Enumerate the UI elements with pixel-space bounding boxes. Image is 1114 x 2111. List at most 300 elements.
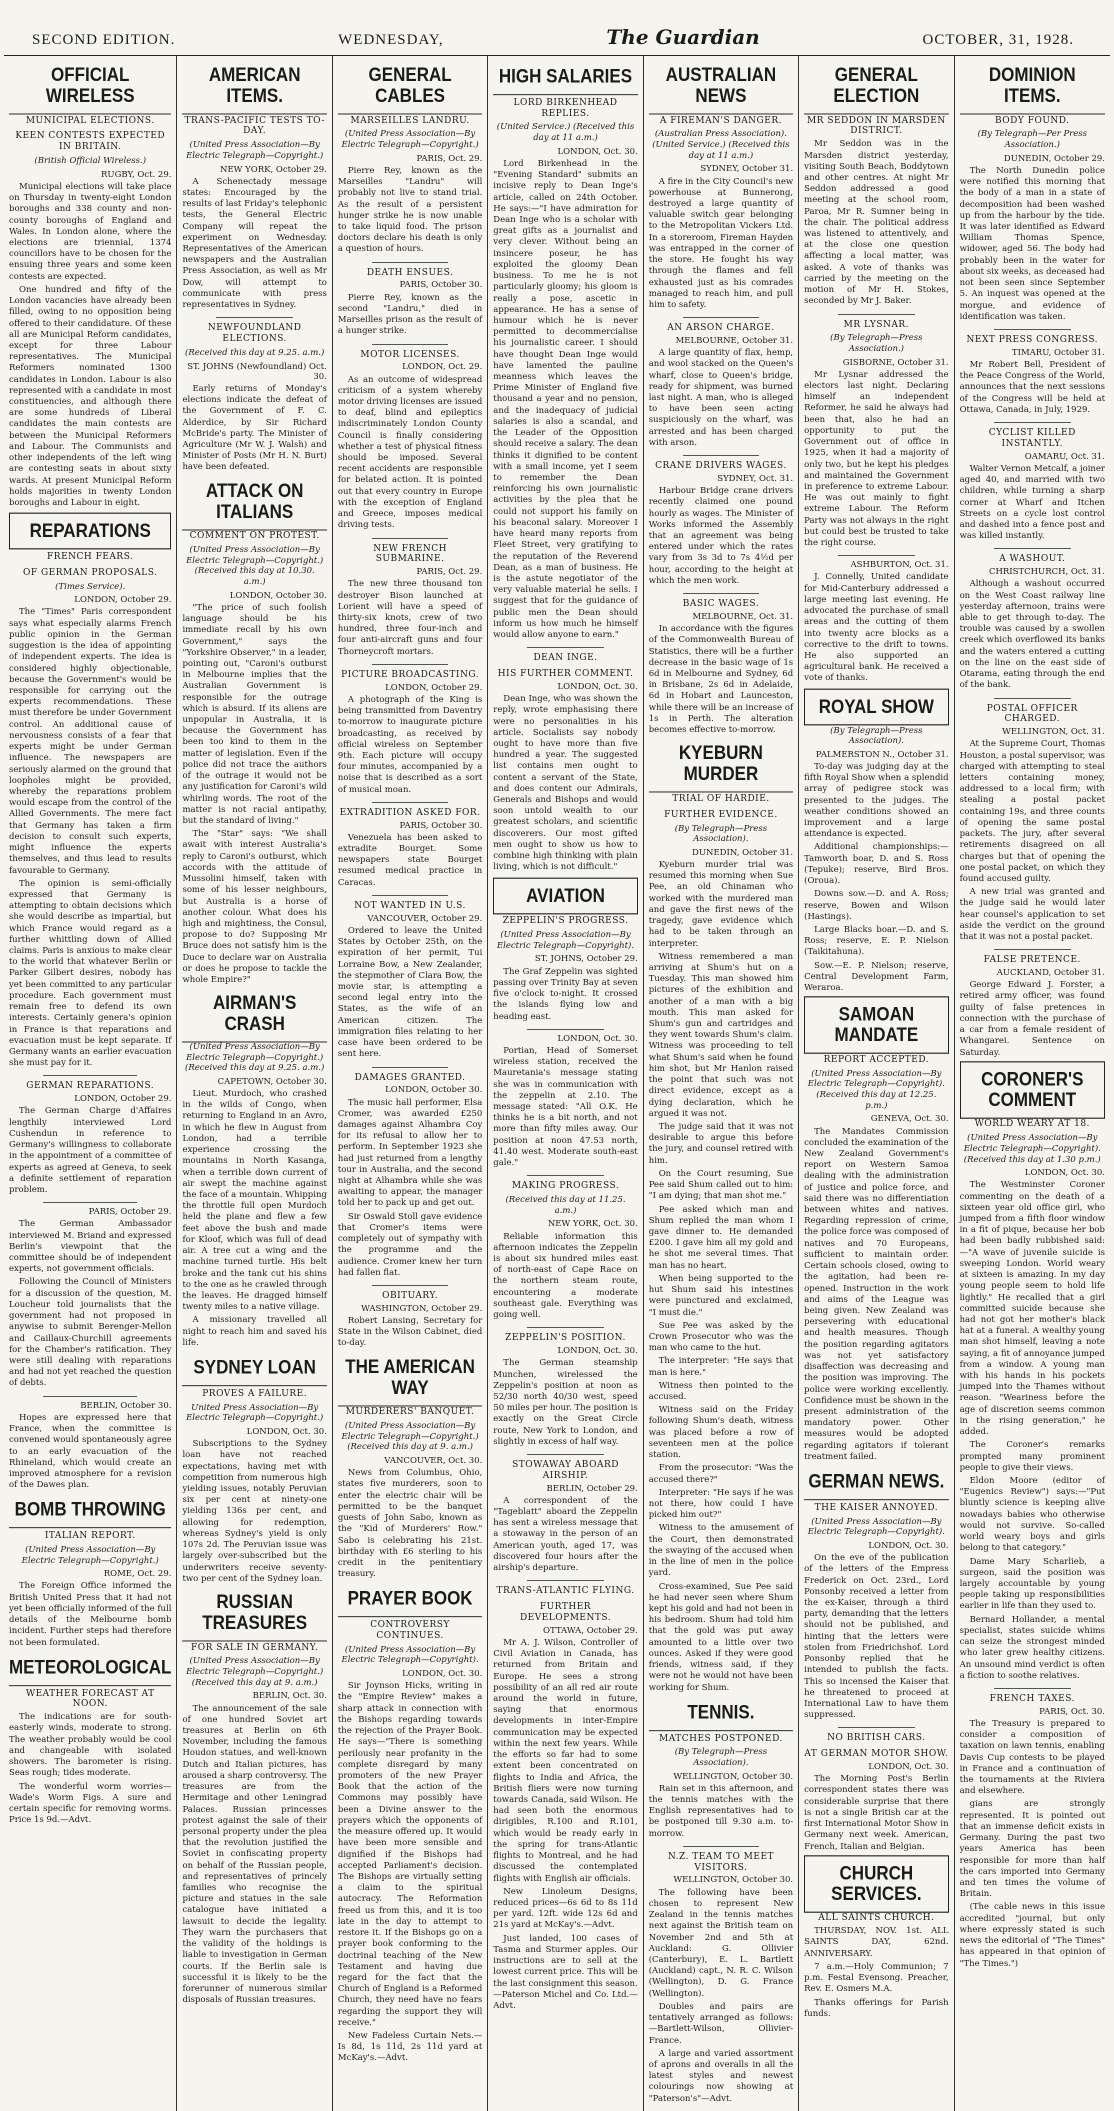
article	[804, 1727, 948, 1852]
article	[804, 314, 948, 550]
article-paragraph: The "Times" Paris correspondent says what especially alarms French public opinion in the German suggestion is the idea of appointing of independent experts. The idea is considered highly objectionable, because the Government's would be responsible for carrying out the experts recommendations. These must therefore be under Government control. An additional cause of nervousness consists of a fear that experts might be under German influence. The newspapers are seriously alarmed on the ground that loopholes might be provided, whereby the reparations problem would escape from the control of the Allied Governments. The mere fact that Germany has taken a firm decision to consult such experts, might influence the experts themselves, and thus lead to results favourable to Germany.	[9, 607, 172, 876]
article-source: (Times Service).	[55, 581, 126, 592]
article-subhead: STOWAWAY ABOARD AIRSHIP.	[512, 1460, 619, 1481]
article-subhead: BODY FOUND.	[995, 115, 1070, 126]
article	[182, 1591, 326, 2006]
article-source: (United Press Association—By Electric Telegraph—Copyright.)	[186, 140, 324, 161]
separator-rule	[372, 664, 448, 665]
article-paragraph: To-day was judging day at the fifth Royal Show when a splendid array of pedigree stock was presented to the judges. The weather conditions showed an improvement and a large attendance is expected.	[804, 761, 949, 840]
article-dateline: OTTAWA, October 29.	[543, 1625, 638, 1636]
article-headline: GERMAN NEWS.	[804, 1467, 948, 1500]
article	[338, 1285, 482, 1350]
article-paragraph: The Westminster Coroner commenting on the death of a sixteen year old office girl, who jumped from a fifth floor window in a fit of pique, because her bob had been badly rubbished said:—"A wave of juvenile suicide is sweeping London. World weary at sixteen is amazing. In my day young people seem to hold life lightly." He recalled that a girl committed suicide because she had not got her mother's black hat at a funeral. A wealthy young man shot himself, leaving a note saying, a fit of annoyance jumped from a window. A young man with his hands in his pockets jumped into the Thames without reason. "Weariness before the age of discretion seems common in the rising generation," he added.	[959, 1180, 1105, 1438]
article-paragraph: Municipal elections will take place on Thursday in twenty-eight London boroughs and 338 county and non-county boroughs of England and Wales. In London alone, where the elections are triennial, 1374 councillors have to be chosen for the ensuing three years and some keen contests are expected.	[9, 181, 172, 282]
article-paragraph: A missionary travelled all night to reach him and saved his life.	[182, 1315, 327, 1348]
article-source: (Australian Press Association). (United Service.) (Received this day at 11 a.m.)	[652, 129, 790, 161]
separator-rule	[838, 555, 914, 556]
article-paragraph: Sir Oswald Stoll gave evidence that Cromer's items were completely out of sympathy with the programme and the audience. Cromer knew her turn had fallen flat.	[337, 1211, 483, 1278]
article-dateline: PARIS, October 30.	[399, 820, 483, 831]
separator-rule	[372, 895, 448, 896]
separator-rule	[683, 593, 759, 594]
article	[338, 538, 482, 658]
article-dateline: BERLIN, October 29.	[546, 1483, 638, 1494]
article-subhead: N.Z. TEAM TO MEET VISITORS.	[667, 1851, 775, 1873]
article-headline: REPARATIONS	[9, 513, 171, 550]
article-dateline: NEW YORK, October 29.	[220, 164, 327, 175]
article-dateline: PARIS, Oct. 30.	[1039, 1706, 1105, 1717]
article-paragraph: Following the Council of Ministers for a discussion of the question, M. Loucheur told journalists that the government had not proposed in anywise to submit Berenger-Mellon and Caillaux-Churchill agreements for the Chamber's ratification. They were still dealing with reparations and had not yet reached the question of debts.	[9, 1277, 172, 1389]
article-dateline: ST. JOHNS, October 29.	[534, 954, 638, 965]
article	[182, 317, 326, 473]
article-dateline: LONDON, Oct. 30.	[868, 1540, 949, 1551]
article-dateline: LONDON, Oct. 30.	[1024, 1168, 1105, 1179]
article-paragraph: Witness then pointed to the accused.	[648, 1380, 794, 1403]
article-headline: CORONER'S COMMENT	[960, 1061, 1105, 1118]
article-subhead: A WASHOUT.	[999, 554, 1066, 565]
article-subhead: NEW FRENCH SUBMARINE.	[373, 543, 447, 565]
article-subhead: NEXT PRESS CONGRESS.	[966, 334, 1099, 345]
column-5	[644, 56, 799, 2111]
article-paragraph: (The cable news in this issue accredited "journal, but only where expressly stated is such news the editorial of "The Times" has appeared in that opinion of "The Times.")	[959, 1902, 1105, 1969]
article-paragraph: Lieut. Murdoch, who crashed in the wilds of Congo, when returning to England in an Avro, in which he flew in August from London, had a terrible experience crossing the mountains in North Kasanga, when a terrible down current of air swept the machine against the face of a mountain. Whipping the throttle full open Murdoch held the plane and flew a few feet above the bush and made for Kloof, which was full of dead air. A tree cut a wing and the machine turned turtle. His belt broke and the tank cut his shins to the one as he crawled through the leaves. He dragged himself twenty miles to a native village.	[182, 1089, 327, 1313]
article-source: (United Press Association—By Electric Telegraph—Copyright).	[807, 1516, 945, 1538]
article-headline: ROYAL SHOW	[804, 688, 948, 725]
separator-rule	[994, 698, 1071, 699]
article-dateline: LONDON, Oct. 30.	[557, 146, 638, 157]
article-dateline: WELLINGTON, October 30.	[673, 1875, 794, 1886]
article	[960, 949, 1105, 1059]
separator-rule	[527, 1580, 603, 1581]
article-source: (United Press Association—By Electric Telegraph—Copyright). (Received this day at 1.30 p.m.)	[963, 1133, 1101, 1165]
article-paragraph: Cross-examined, Sue Pee said he had never seen where Shum kept his gold and had not been in his bedroom. Shum had told him that the gold was put away amounted to a little over two ounces. Asked if they were good friends, witness said, if they were not he would not have been working for Shum.	[648, 1581, 794, 1693]
separator-rule	[372, 262, 448, 263]
article-headline: ATTACK ON ITALIANS	[182, 476, 326, 530]
article-paragraph: Downs sow.—D. and A. Ross; reserve, Bowen and Wilson (Hastings).	[804, 889, 949, 922]
article-subhead: ZEPPELIN'S PROGRESS.	[502, 916, 629, 927]
article	[960, 698, 1105, 944]
article	[9, 64, 171, 509]
article	[493, 1580, 637, 2012]
article-headline: DOMINION ITEMS.	[960, 60, 1105, 114]
article-paragraph: Mr Seddon was in the Marsden district yesterday, visiting South Beach, Boddytown and other centres. At night Mr Seddon addressed a good meeting at the school room, Paroa, Mr R. Sumner being in the chair. The political address was listened to attentively, and at the close one question affecting a local matter, was asked. A vote of thanks was carried by the meeting on the motion of Mr H. Stokes, seconded by Mr J. Baker.	[804, 139, 949, 307]
article	[338, 64, 482, 256]
article-paragraph: The "Star" says: "We shall await with interest Australia's reply to Caroni's outburst, which accords with the attitude of Mussolini himself, taken with some of his lesser neighbours, but Australia is a horse of another colour. What does his high and mightiness, the Consul, propose to do? Supposing Mr Bruce does not satisfy him is the Duce to declare war on Australia or does he propose to tackle the whole Empire?"	[182, 829, 327, 986]
article-paragraph: Bernard Hollander, a mental specialist, states suicide whims can seize the strongest minded who later grew healthy citizens. An unsound mind verdict is often a fiction to soothe relatives.	[959, 1614, 1105, 1681]
separator-rule	[994, 329, 1071, 330]
article-dateline: LONDON, October 29.	[74, 595, 172, 606]
separator-rule	[43, 1075, 137, 1076]
article-source: (United Press Association—By Electric Telegraph—Copyright.) (Received this day at 9. a.m.)	[186, 1656, 324, 1688]
article-subhead: FURTHER DEVELOPMENTS.	[519, 1602, 612, 1623]
article	[182, 480, 326, 987]
article-dateline: SYDNEY, Oct. 31.	[717, 473, 794, 484]
separator-rule	[994, 548, 1071, 549]
article-headline: BOMB THROWING	[9, 1495, 171, 1528]
article-dateline: LONDON, Oct. 30.	[868, 1762, 949, 1773]
article-dateline: PARIS, October 29.	[88, 1207, 172, 1218]
article-subhead: CRANE DRIVERS WAGES.	[655, 461, 787, 472]
article	[493, 1327, 637, 1448]
separator-rule	[527, 647, 603, 648]
article-paragraph: Dean Inge, who was shown the reply, wrote emphasising there were no personalities in his article. Socialists say nobody ought to have more than five hundred a year. The suggested list contains men ought to content a servant of the State, and does content our Admirals, Generals and Bishops and would soon untold wealth to our greatest scholars, and scientific discoverers. Our most gifted men ought to show us how to combine high thinking with plain living, which is not difficult."	[493, 694, 638, 873]
article-source: (Received this day at 9.25. a.m.)	[185, 347, 325, 358]
article-subhead: POSTAL OFFICER CHARGED.	[986, 703, 1078, 725]
article-dateline: VANCOUVER, Oct. 30.	[384, 1456, 483, 1467]
article-headline: GENERAL ELECTION	[804, 60, 948, 114]
separator-rule	[838, 314, 914, 315]
article-subhead: FRENCH FEARS.	[47, 552, 134, 563]
article-paragraph: News from Columbus, Ohio, states five murderers, soon to enter the electric chair will be permitted to be the banquet guests of John Sabo, known as the "Kid of Murderers' Row." Sabo is celebrating his 21st. birthday with £6 sterling to his credit in the penitentiary treasury.	[337, 1468, 483, 1580]
article-headline: SAMOAN MANDATE	[804, 997, 948, 1054]
article-subhead: AN ARSON CHARGE.	[667, 323, 775, 334]
article-paragraph: "The price of such foolish language should be his immediate recall by his own Government," says the "Yorkshire Observer," in a leader, pointing out, "Caroni's outburst in Melbourne implies that the Australian Government is responsible for the outrage which is absurd. If its aliens are unpopular in Australia, it is because the Government has been too kind to them in the matter of legislation. Even if the police did not trace the authors of the outrage it would not be any justification for Caroni's wild whirling words. The root of the matter is not racial antipathy, but the standard of living."	[182, 602, 327, 827]
article-subhead: KEEN CONTESTS EXPECTED IN BRITAIN.	[15, 131, 166, 153]
article-paragraph: Venezuela has been asked to extradite Bourget. Some newspapers state Bourget resumed medical practice in Caracas.	[337, 832, 483, 888]
article-dateline: PALMERSTON N., October 31.	[815, 749, 949, 760]
article	[804, 555, 948, 684]
article-subhead: CONTROVERSY CONTINUES.	[370, 1620, 450, 1642]
article	[804, 691, 948, 995]
article-source: (By Telegraph—Per Press Association.)	[977, 129, 1088, 151]
article-subhead: WORLD WEARY AT 18.	[974, 1119, 1090, 1130]
article-subhead: WEATHER FORECAST AT NOON.	[25, 1688, 155, 1710]
article	[649, 742, 793, 1693]
separator-rule	[216, 317, 292, 318]
article	[649, 1846, 793, 2105]
article-paragraph: Pee asked which man and Shum replied the man whom I gave dinner to. He demanded £200. I gave him all my gold and he shot me several times. That man has no heart.	[648, 1204, 794, 1271]
article	[493, 647, 637, 873]
article-dateline: GENEVA, Oct. 30.	[870, 1114, 949, 1125]
article-paragraph: Witness to the amusement of the Court, then demonstrated the swaying of the accused when in the line of men in the police yard.	[648, 1523, 794, 1579]
article	[960, 329, 1105, 416]
article-subhead: REPORT ACCEPTED.	[823, 1055, 930, 1066]
article-paragraph: The opinion is semi-officially expressed that Germany is attempting to obtain decisions which she would describe as impartial, but which France would regard as a further whittling down of Allied claims. Paris is anxious to make clear to the world that whatever Berlin or Parker Gilbert desires, nobody has yet been committed to any particular procedure. Each government must remain free to defend its own interests. Certainly genera's opinion in France is that reparations and evacuation must be kept separate. If Germany wants an earlier evacuation she must pay for it.	[9, 878, 172, 1069]
article-dateline: WELLINGTON, October 30.	[673, 1771, 794, 1782]
article-paragraph: Witness said on the Friday following Shum's death, witness was placed before a row of seventeen men at the police station.	[648, 1405, 794, 1461]
article-headline: KYEBURN MURDER	[649, 739, 793, 793]
article-subhead: EXTRADITION ASKED FOR.	[339, 807, 481, 818]
article	[338, 1356, 482, 1581]
article	[338, 802, 482, 889]
article-paragraph: At the Supreme Court, Thomas Houston, a postal supervisor, was charged with attempting to steal letters containing money, addressed to a local firm; with stealing a postal packet containing 19s, and three counts of opening the same postal packets. The jury, after several retirements disagreed on all charges but that of opening the one postal packet, on which they found accused guilty.	[959, 739, 1105, 884]
article-paragraph: When being supported to the hut Shum said his intestines were punctured and exclaimed, "I must die."	[648, 1273, 794, 1318]
article-headline: AMERICAN ITEMS.	[182, 60, 326, 114]
article-headline: RUSSIAN TREASURES	[182, 1587, 326, 1641]
article-dateline: LONDON, Oct. 30.	[246, 1426, 327, 1437]
article-paragraph: Reliable information this afternoon indicates the Zeppelin is about six hundred miles east of north-east of Cape Race on the northern steam route, encountering a moderate southeast gale. Everything was going well.	[493, 1231, 638, 1321]
article-dateline: ROME, Oct. 29.	[103, 1569, 172, 1580]
article-paragraph: A large and varied assortment of aprons and overalls in all the latest styles and newest colourings now showing at "Paterson's"—Advt.	[648, 2048, 794, 2104]
article-dateline: LONDON, Oct. 30.	[557, 1033, 638, 1044]
article-subhead: A FIREMAN'S DANGER.	[659, 115, 782, 126]
article	[182, 1355, 326, 1585]
article-dateline: MELBOURNE, October 31.	[675, 335, 794, 346]
article-paragraph: Rain set in this afternoon, and the tennis matches with the English representatives had to be postponed till 9.30 a.m. to-morrow.	[648, 1783, 794, 1839]
article-dateline: GISBORNE, October 31.	[842, 357, 949, 368]
article-paragraph: New Fadeless Curtain Nets.—Is 8d, 1s 11d, 2s 11d yard at McKay's.—Advt.	[337, 2031, 483, 2064]
article-subhead: AT GERMAN MOTOR SHOW.	[804, 1749, 949, 1760]
article	[804, 1859, 948, 2020]
article	[9, 515, 171, 1069]
article-subhead: MR SEDDON IN MARSDEN DISTRICT.	[806, 115, 946, 137]
issue-date: OCTOBER, 31, 1928.	[922, 32, 1074, 48]
article-paragraph: The German Ambassador interviewed M. Briand and expressed Berlin's viewpoint that the committee should be of independent experts, not government officials.	[9, 1219, 172, 1275]
article-paragraph: The judge said that it was not desirable to argue this before the jury, and counsel retired with him.	[648, 1122, 794, 1166]
article	[960, 548, 1105, 691]
article-dateline: MELBOURNE, Oct. 31.	[692, 611, 794, 622]
article-headline: OFFICIAL WIRELESS	[9, 60, 171, 114]
article-paragraph: gians are strongly represented. It is pointed out that an immense deficit exists in Germany. During the past two years America has been responsible for more than half the cars imported into Germany and ten times the volume of Britain.	[959, 1799, 1105, 1900]
article	[960, 422, 1105, 542]
article-source: (By Telegraph—Press Association).	[674, 823, 768, 845]
article-source: (Received this day at 11.25. a.m.)	[505, 1195, 626, 1216]
article-paragraph: Large Blacks boar.—D. and S. Ross; reserve, E. P. Nielson (Taikitahuna).	[804, 925, 949, 958]
article	[9, 1497, 171, 1648]
article	[338, 1067, 482, 1279]
article-subhead: NOT WANTED IN U.S.	[354, 900, 466, 911]
article-subhead: ITALIAN REPORT.	[44, 1531, 136, 1542]
article-subhead: NEWFOUNDLAND ELECTIONS.	[207, 323, 302, 345]
article-paragraph: The interpreter: "He says that man is here."	[648, 1356, 794, 1378]
separator-rule	[527, 1454, 603, 1455]
separator-rule	[372, 344, 448, 345]
article-dateline: SYDNEY, October 31.	[700, 164, 794, 175]
article	[338, 895, 482, 1061]
separator-rule	[994, 1688, 1071, 1689]
article-paragraph: Thanks offerings for Parish funds.	[804, 1997, 949, 2019]
article-subhead: DEATH ENSUES.	[366, 267, 454, 278]
article	[182, 992, 326, 1349]
column-2	[177, 56, 332, 2111]
article-dateline: LONDON, October 30.	[385, 1085, 483, 1096]
article	[649, 317, 793, 449]
article-headline: SYDNEY LOAN	[182, 1353, 326, 1386]
article-headline: GENERAL CABLES	[338, 60, 482, 114]
article-source: (By Telegraph—Press Association.)	[830, 333, 923, 354]
article-source: (United Press Association—By Electric Telegraph—Copyright). (Received this day at 12.25. p.m.)	[807, 1068, 945, 1111]
article-paragraph: The new three thousand ton destroyer Bison launched at Lorient will have a speed of thirty-six knots, crew of two hundred, three four-inch and four anti-aircraft guns and four Thorneycroft mortars.	[337, 579, 483, 657]
separator-rule	[43, 1202, 137, 1203]
article-paragraph: One hundred and fifty of the London vacancies have already been filled, owing to no opposition being offered to their candidature. Of these all are Municipal Reform candidates, except for three Labour representatives. The Municipal Reformers nominated 1300 candidates in London. Labour is also represented with a candidate in most constituencies, and although there are some hundreds of Liberal candidates the main contests are between the Municipal Reformers and Labour. The Communists and other independents of the left wing are contesting seats in about sixty wards. At present Municipal Reform holds majorities in twenty London boroughs and Labour in eight.	[9, 284, 172, 509]
article-subhead: MATCHES POSTPONED.	[659, 1733, 783, 1744]
article-paragraph: 7 a.m.—Holy Communion; 7 p.m. Festal Evensong. Preacher, Rev. E. Osmers M.A.	[804, 1961, 949, 1995]
article-subhead: ALL SAINTS CHURCH.	[818, 1913, 935, 1924]
article-subhead: COMMENT ON PROTEST.	[189, 531, 320, 542]
article-dateline: WELLINGTON, Oct. 31.	[1002, 727, 1105, 738]
article-paragraph: The wonderful worm worries—Wade's Worm Figs. A sure and certain specific for removing worms. Price 1s 9d.—Advt.	[9, 1781, 172, 1826]
article-paragraph: The Coroner's remarks prompted many prominent people to give their views.	[959, 1440, 1105, 1473]
article-headline: HIGH SALARIES	[493, 62, 637, 95]
article-dateline: DUNEDIN, October 31.	[692, 847, 794, 858]
article	[493, 1175, 637, 1321]
article-headline: METEOROLOGICAL	[9, 1653, 171, 1686]
newspaper-title: The Guardian	[606, 25, 760, 49]
article-paragraph: Eldon Moore (editor of "Eugenics Review") says:—"Put bluntly science is keeping alive nowadays babies who otherwise would not survive. So-called world weary boys and girls belong to that category."	[959, 1476, 1105, 1554]
article-headline: AVIATION	[493, 877, 637, 914]
article-dateline: NEW YORK, Oct. 30.	[547, 1219, 638, 1230]
article-dateline: LONDON, Oct. 30.	[557, 681, 638, 692]
article-paragraph: Interpreter: "He says if he was not there, how could I have picked him out?"	[648, 1487, 794, 1521]
article-subhead: MURDERERS' BANQUET.	[345, 1407, 475, 1418]
article-source: (United Press Association—By Electric Telegraph—Copyright.)	[341, 129, 479, 151]
article-paragraph: The music hall performer, Elsa Cromer, was awarded £250 damages against Alhambra Coy for its refusal to allow her to perform. In September 1923 she had just returned from a lengthy tour in Australia, and the second night at Alhambra while she was awaiting to appear, the manager told her to pack up and get out.	[337, 1097, 483, 1209]
article	[960, 1065, 1105, 1682]
article-subhead: TRANS-PACIFIC TESTS TO-DAY.	[184, 115, 325, 137]
separator-rule	[994, 422, 1071, 423]
article-paragraph: Mr Robert Bell, President of the Peace Congress of the World, announces that the next sessions of the Congress will be held at Ottawa, Canada, in July, 1929.	[959, 359, 1105, 415]
article-paragraph: Mr Lysnar addressed the electors last night. Declaring himself an independent Reformer, he said he always had been that, also he had an opportunity to put the Government out of office in 1925, when it had a majority of only two, but he kept his pledges and maintained the Government in preference to extreme Labour. He was out mainly to fight extreme Labour. The Reform Party was not always in the right but could best be trusted to take the right course.	[804, 369, 949, 549]
article-headline: CHURCH SERVICES.	[804, 1855, 948, 1912]
article-dateline: LONDON, October 30.	[229, 590, 327, 601]
article-source: (By Telegraph—Press Association).	[830, 725, 923, 747]
separator-rule	[838, 1727, 914, 1728]
article-paragraph: Pierre Rey, known as the second "Landru," died in Marseilles prison as the result of a hunger strike.	[337, 292, 483, 337]
article	[338, 344, 482, 532]
separator-rule	[372, 538, 448, 539]
article	[649, 593, 793, 736]
article-dateline: LONDON, October 29.	[385, 682, 483, 693]
article-subhead: PROVES A FAILURE.	[202, 1388, 308, 1399]
article-paragraph: Harbour Bridge crane drivers recently claimed one pound hourly as wages. The Minister of Works informed the Assembly that an agreement was being entered under which the rates vary from 3s 3d to 7s 4½d per hour, according to the height at which the men work.	[648, 486, 794, 586]
article-paragraph: A Schenectady message states: Encouraged by the results of last Friday's telephonic tests, the General Electric Company will repeat the experiment on Wednesday. Representatives of the American newspapers and the Australian Press Association, as well as Mr Dow, will attempt to communicate with press representatives in Sydney.	[182, 176, 327, 311]
article-paragraph: Portian, Head of Somerset wireless station, received the Mauretania's message stating she was in communication with the zeppelin at 2.10. The message stated: "All O.K. He thinks he is a bit north, and not more than fifty miles away. Our position at noon 47.53 north, 41.40 west. Moderate south-east gale."	[493, 1045, 638, 1169]
article-paragraph: Subscriptions to the Sydney loan have not reached expectations, having met with competition from numerous high yielding issues, notably Peruvian six per cent at ninety-one yielding 136s per cent, and allowing for redemption, whereas Sydney's yield is only 107s 2d. The Peruvian issue was largely over-subscribed but the underwriters receive seventy-two per cent of the Sydney loan.	[182, 1439, 327, 1584]
column-4	[488, 56, 643, 2111]
article	[804, 1000, 948, 1463]
article-paragraph: Early returns of Monday's elections indicate the defeat of the Government of F. C. Alderdice, by Sir Richard McBride's party. The Minister of Agriculture (Mr W. J. Walsh) and Minister of Posts (Mr H. N. Burt) have been defeated.	[182, 383, 327, 473]
article-paragraph: THURSDAY, NOV. 1st. ALL SAINTS DAY, 62nd. ANNIVERSARY.	[804, 1926, 949, 1959]
article-paragraph: As an outcome of widespread criticism of a system whereby motor driving licenses are issued to deaf, blind and epileptics indiscriminately London County Council is finally considering whether a test of physical fitness should be imposed. Several recent accidents are responsible for belated action. It is pointed out that every country in Europe with the exception of England and Greece, imposes medical driving tests.	[337, 374, 483, 531]
article-paragraph: The Morning Post's Berlin correspondent states there was considerable surprise that there is not a single British car at the first International Motor Show in Germany next week. American, French, Italian and Belgian.	[804, 1774, 949, 1852]
article-subhead: TRANS-ATLANTIC FLYING.	[496, 1586, 635, 1597]
article-paragraph: Lord Birkenhead in the "Evening Standard" submits an incisive reply to Dean Inge's article, called on 24th October. He says:—"I have admiration for Dean Inge who is a scholar with great gifts as a journalist and very clever. Without being an insincere poseur, he has exploited the gloomy Dean business. To me he is not particularly gloomy; his gloom is really a pose, ascetic in appearance. He has a sense of humour which he is never permitted to decommercialise his journalistic career. I should have thought Dean Inge would have lamented the pauline meanness which leaves the Prime Minister of England five thousand a year and no pension, and the inadequacy of judicial salaries is also a scandal, and the Leader of the Opposition should receive a salary. The dean thinks it dignified to be content with a small income, yet I seem to remember the Dean reinforcing his own journalistic activities by the plea that he could not support his family on his beaconal salary. Moreover I have heard many reports from Fleet Street, very gratifying to the reputation of the Reverend Dean, as a man of business. He is the astute negotiator of the very valuable material he sells. I suggest that for the guidance of public men the Dean should inform us how much he himself would allow anyone to earn."	[493, 158, 638, 641]
article-paragraph: Hopes are expressed here that France, when the committee is convened would spontaneously agree to an early evacuation of the Rhineland, which would create an improved atmosphere for a revision of the Dawes plan.	[9, 1412, 172, 1491]
article-paragraph: A correspondent of the "Tageblatt" aboard the Zeppelin has sent a wireless message that a stowaway in the person of an American youth, aged 17, was discovered four hours after the airship's departure.	[493, 1495, 638, 1574]
article-subhead: GERMAN REPARATIONS.	[26, 1081, 155, 1092]
article	[182, 64, 326, 311]
article-source: (United Press Association—By Electric Telegraph—Copyright.) (Received this day at 9. a.m.)	[341, 1421, 479, 1453]
article-paragraph: From the prosecutor: "Was the accused there?"	[648, 1463, 794, 1485]
article-paragraph: George Edward J. Forster, a retired army officer, was found guilty of false pretences in connection with the purchase of a car from a female resident of Whangarei. Sentence on Saturday.	[959, 980, 1105, 1058]
article-paragraph: In accordance with the figures of the Commonwealth Bureau of Statistics, there will be a further decrease in the basic wage of 1s 6d in Melbourne and Sydney, 6d in Brisbane, 2s 6d in Adelaide, 6d in Hobart and Launceston, while there will be an increase of 1s in Perth. The alteration becomes effective to-morrow.	[648, 624, 794, 736]
article-paragraph: New Linoleum Designs, reduced prices—6s 6d to 8s 11d per yard. 12ft. wide 12s 6d and 21s yard at McKay's.—Advt.	[493, 1886, 638, 1931]
article-source: (United Press Association—By Electric Telegraph—Copyright.) (Received this day at 9.25. a.m.)	[185, 1041, 325, 1074]
article-dateline: RUGBY, Oct. 29.	[101, 169, 172, 180]
article-headline: THE AMERICAN WAY	[338, 1352, 482, 1406]
article-paragraph: A new trial was granted and the judge said he would later hear counsel's application to set aside the verdict on the ground that it was not a postal packet.	[959, 887, 1105, 943]
article-paragraph: A large quantity of flax, hemp, and wool stacked on the Queen's wharf, close to Queen's bridge, ready for shipment, was burned last night. A man, who is alleged to have been seen acting suspiciously on the wharf, was arrested and has been charged with arson.	[648, 348, 794, 448]
article	[9, 1075, 171, 1196]
separator-rule	[43, 1396, 137, 1397]
article-source: (United Press Association—By Electric Telegraph—Copyright).	[341, 1644, 479, 1666]
article-source: (British Official Wireless.)	[34, 156, 147, 167]
article-subhead: OBITUARY.	[382, 1291, 439, 1302]
article-subhead: FOR SALE IN GERMANY.	[190, 1642, 319, 1653]
article-subhead: FALSE PRETENCE.	[983, 955, 1081, 966]
separator-rule	[527, 1175, 603, 1176]
article-paragraph: Witness remembered a man arriving at Shum's hut on a Tuesday. This man showed him pictures of the exhibition and another of a man with a big mouth. This man asked for Shum's gun and cartridges and they went towards Shum's claim. Witness was proceeding to tell what Shum's said when he found him shot, but Mr Hanlon raised the point that such was not direct evidence, except as a dying declaration, which he argued it was not.	[648, 951, 794, 1119]
article	[9, 1655, 171, 1827]
separator-rule	[683, 1846, 759, 1847]
article-paragraph: The Mandates Commission concluded the examination of the New Zealand Government's report on Western Samoa dealing with the administration of justice and police force, and said there was no differentiation between whites and natives. Regarding repression of crime, the police force was composed of natives and 70 Europeans, sufficient to maintain order. Certain schools closed, owing to the agitation, had been re-opened. Instruction in the work and aims of the League was being given. New Zealand was persevering with educational and health measures. Though the position regarding agitators was not yet satisfactory disaffection was decreasing and the position was improving. The police were working excellently. Confidence must be shown in the present administration of the mandatory power. Other measures would be adopted regarding agitators if tolerant treatment failed.	[804, 1126, 949, 1462]
article	[649, 1700, 793, 1840]
article-subhead: BASIC WAGES.	[682, 599, 760, 610]
article-paragraph: Dame Mary Scharlieb, a surgeon, said the position was largely accountable by young people taking up responsibilities earlier in life than they used to.	[959, 1556, 1105, 1612]
article-subhead: HIS FURTHER COMMENT.	[497, 669, 634, 680]
masthead	[4, 0, 1110, 56]
article-headline: AUSTRALIAN NEWS	[649, 60, 793, 114]
article-paragraph: A photograph of the King is being transmitted from Daventry to-morrow to inaugurate picture broadcasting, as received by official wireless on September 9th. Each picture will occupy four minutes, accompanied by a noise that is described as a sort of musical moan.	[337, 694, 483, 795]
article-dateline: LONDON, Oct. 30.	[557, 1346, 638, 1357]
edition-label: SECOND EDITION.	[32, 32, 176, 48]
article	[493, 880, 637, 1023]
article-paragraph: The North Dunedin police were notified this morning that the body of a man in a state of decomposition had been washed up from the harbour by the tide. It was later identified as Edward William Thomas Spence, widower, aged 56. The body had probably been in the water for about six weeks, as deceased had not been seen since September 5. An inquest was opened at the morgue, and evidence of identification was taken.	[959, 165, 1105, 322]
article-paragraph: Additional championships:—Tamworth boar, D. and S. Ross (Tepuke); reserve, Bird Bros. (Oroua).	[804, 842, 949, 887]
article-subhead: ZEPPELIN'S POSITION.	[505, 1333, 626, 1344]
article	[338, 664, 482, 796]
article-paragraph: The indications are for south-easterly winds, moderate to strong. The weather probably would be cool and changeable with isolated showers. The barometer is rising. Seas rough; tides moderate.	[9, 1712, 172, 1779]
article-subhead: FURTHER EVIDENCE.	[664, 809, 778, 820]
article-dateline: TIMARU, October 31.	[1011, 347, 1105, 358]
article-paragraph: Sow.—E. P. Nielson; reserve, Central Development Farm, Weraroa.	[804, 960, 949, 994]
article-dateline: ASHBURTON, Oct. 31.	[850, 560, 949, 571]
article-source: (United Service.) (Received this day at 11 a.m.)	[496, 122, 635, 144]
article-subhead: DAMAGES GRANTED.	[354, 1072, 466, 1083]
article-paragraph: A fire in the City Council's new powerhouse at Bunnerong, destroyed a large quantity of valuable switch gear belonging to the Metropolitan Vickers Ltd. In a storeroom, Fireman Hayden was entrapped in the corner of the store. He fought his way through the flames and fell exhausted just as his comrades managed to reach him, and pull him to safety.	[648, 176, 794, 310]
article-paragraph: On the eve of the publication of the letters of the Empress Frederick on Oct. 23rd., Lord Ponsonby received a letter from the ex-Kaiser, through a third party, demanding that the letters should not be published, and hinting that the letters were stolen from Friedrichshof. Lord Ponsonby replied that he intended to publish the facts. This so incensed the Kaiser that he threatened to proceed at International Law to have them suppressed.	[804, 1553, 949, 1721]
article	[493, 1029, 637, 1170]
separator-rule	[372, 1285, 448, 1286]
article-subhead: TRIAL OF HARDIE.	[672, 793, 770, 804]
article	[9, 1202, 171, 1389]
article-dateline: BERLIN, Oct. 30.	[252, 1691, 327, 1702]
separator-rule	[527, 1327, 603, 1328]
article	[649, 455, 793, 587]
article	[9, 1396, 171, 1492]
article-paragraph: Mr A. J. Wilson, Controller of Civil Aviation in Canada, has returned from Britain and Europe. He sees a strong possibility of an all red air route around the world in future, saying that enormous developments in inter-Empire communication may be expected within the next few years. While the efforts so far had to some extent been concentrated on flights to India and Africa, the British fliers were now turning towards Canada, said Wilson. He had seen both the enormous dirigibles, R.100 and R.101, which would be ready early in the spring for trans-Atlantic flights to Montreal, and he had discussed the contemplated flights with English air officials.	[493, 1637, 638, 1884]
article-subhead: DEAN INGE.	[533, 653, 598, 664]
article-paragraph: Doubles and pairs are tentatively arranged as follows:—Bartlett-Wilson, Ollivier-France.	[648, 2001, 794, 2046]
article	[338, 262, 482, 338]
article-subhead: MUNICIPAL ELECTIONS.	[25, 115, 155, 126]
article-dateline: BERLIN, October 30.	[80, 1400, 172, 1411]
article-paragraph: Kyeburn murder trial was resumed this morning when Sue Pee, an old Chinaman who worked with the murdered man and gave the first news of the tragedy, gave evidence which had to be taken through an interpreter.	[648, 859, 794, 949]
separator-rule	[372, 1067, 448, 1068]
article-subhead: FRENCH TAXES.	[989, 1693, 1075, 1704]
article-dateline: AUCKLAND, October 31.	[996, 968, 1105, 979]
separator-rule	[372, 802, 448, 803]
article-paragraph: Pierre Rey, known as the Marseilles "Landru" will probably not live to stand trial. As the result of a persistent hunger strike he is now unable to take liquid food. The prison doctors declare his death is only a question of hours.	[337, 165, 483, 255]
article-paragraph: Walter Vernon Metcalf, a joiner aged 40, and married with two children, while turning a sharp corner at Wharf and Itchen Streets on a cycle lost control and dashed into a fence post and was killed instantly.	[959, 463, 1105, 542]
article-paragraph: Just landed, 100 cases of Tasma and Sturmer apples. Our instructions are to sell at the lowest current price. This will be the last consignment this season.—Paterson Michel and Co. Ltd.—Advt.	[493, 1933, 638, 2011]
article-source: United Press Association—By Electric Telegraph—Copyright.)	[186, 1402, 324, 1424]
article-paragraph: The following have been chosen to represent New Zealand in the tennis matches next against the British team on November 2nd and 5th at Auckland: G. Ollivier (Canterbury), E. L. Bartlett (Auckland) capt., N. R. C. Wilson (Wellington), D. G. France (Wellington).	[648, 1887, 794, 1999]
article-paragraph: Sir Joynson Hicks, writing in the "Empire Review" makes a sharp attack in connection with the Bishops regarding towards the rejection of the Prayer Book. He says—"There is something perilously near profanity in the complete disregard by many promoters of the new Prayer Book that the action of the Commons may possibly have been a Divine answer to the prayers which the opponents of the measure offered up. It would have been more sensible and dignified if the Bishops had accepted Parliament's decision. The Bishops are virtually setting a claim to the spiritual autocracy. The Reformation freed us from this, and it is too late in the day to attempt to restore it. If the Bishops go on a prayer book conforming to the doctrinal teaching of the New Testament and having due regard for the fact that the Church of England is a Reformed Church, they need have no fears regarding the support they will receive."	[337, 1681, 483, 2028]
article-paragraph: On the Court resuming, Sue Pee said Shum called out to him: "I am dying; that man shot me."	[648, 1168, 794, 1202]
article-paragraph: The Foreign Office informed the British United Press that it had not yet been officially informed of the full details of the Melbourne bomb incident. Further steps had therefore not been formulated.	[9, 1581, 172, 1648]
article-headline: TENNIS.	[649, 1698, 793, 1731]
column-1	[4, 56, 177, 2111]
article-paragraph: Although a washout occurred on the West Coast railway line yesterday afternoon, trains were able to get through to-day. The trouble was caused by a swollen creek which overflowed its banks and the waters entered a cutting on the line on the east side of Otarama, eating through the end of the bank.	[959, 579, 1105, 691]
article-dateline: LONDON, Oct. 30.	[402, 1669, 483, 1680]
article-dateline: WASHINGTON, October 29.	[361, 1303, 483, 1314]
article-headline: AIRMAN'S CRASH	[182, 989, 326, 1043]
article-paragraph: Robert Lansing, Secretary for State in the Wilson Cabinet, died to-day.	[337, 1316, 483, 1349]
column-7	[955, 56, 1110, 2111]
article-dateline: DUNEDIN, October 29.	[1003, 153, 1105, 164]
article-source: (By Telegraph—Press Association).	[674, 1747, 768, 1768]
article-paragraph: Sue Pee was asked by the Crown Prosecutor who was the man who came to the hut.	[648, 1320, 794, 1354]
